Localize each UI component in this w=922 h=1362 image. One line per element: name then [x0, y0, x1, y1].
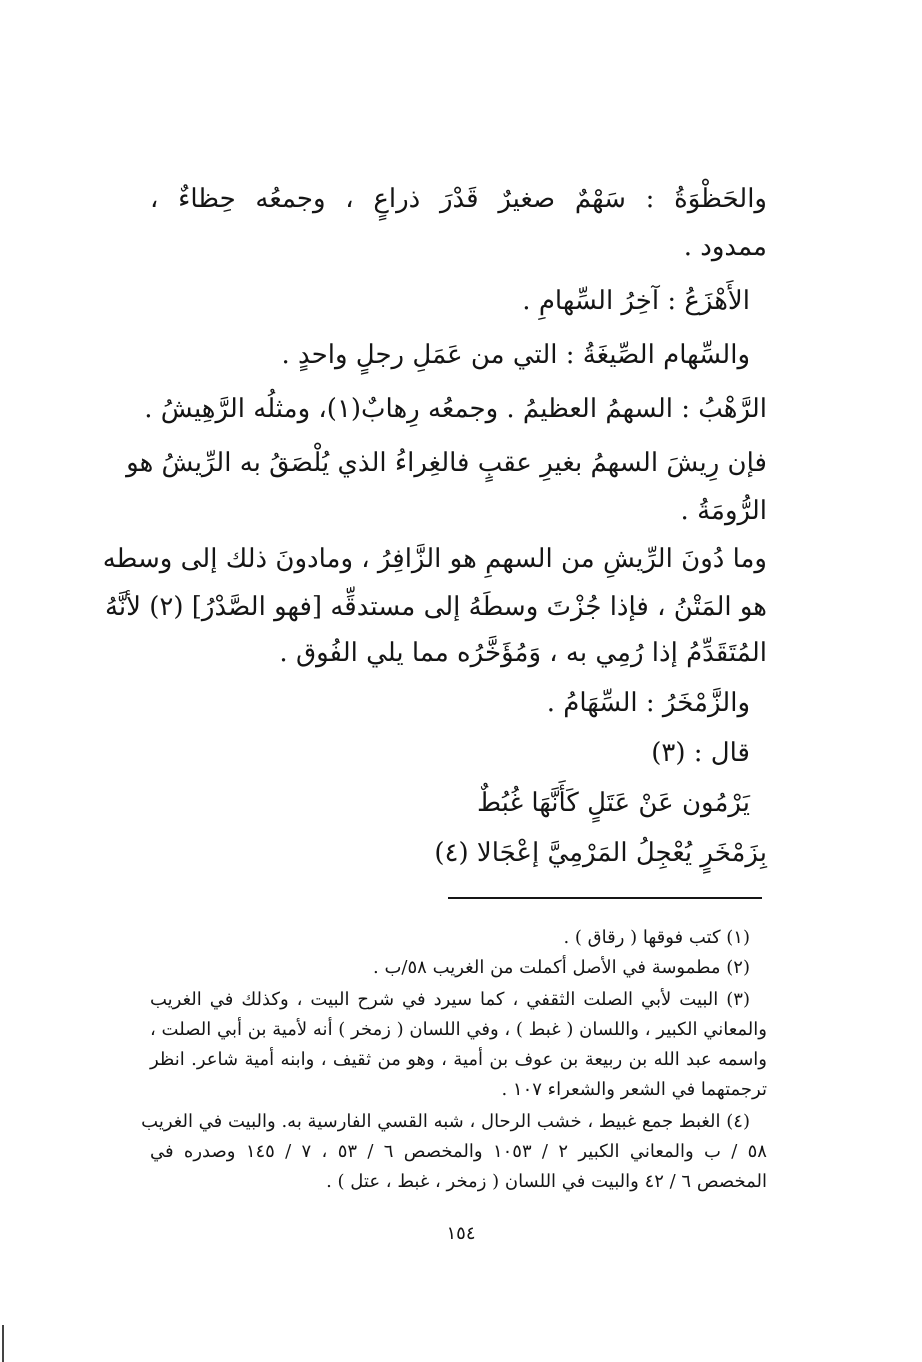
- footnote-separator: [448, 897, 762, 899]
- body-line: المُتَقَدِّمُ إذا رُمِي به ، وَمُؤَخَّرُه مما يلي الفُوق .: [279, 638, 767, 668]
- page-number: ١٥٤: [446, 1223, 476, 1244]
- scan-edge-mark: [2, 1325, 4, 1362]
- body-line: ممدود .: [683, 232, 767, 262]
- body-line: فإن رِيشَ السهمُ بغيرِ عقبٍ فالغِراءُ الذي يُلْصَقُ به الرِّيشُ هو: [126, 448, 767, 478]
- footnote-line: (٤) الغبط جمع غبيط ، خشب الرحال ، شبه القسي الفارسية به. والبيت في الغريب: [141, 1111, 750, 1132]
- footnote-line: واسمه عبد الله بن ربيعة بن عوف بن أمية ، وهو من ثقيف ، وابنه أمية شاعر. انظر: [150, 1049, 767, 1070]
- verse-line: يَرْمُون عَنْ عَتَلٍ كَأَنَّهَا غُبُطٌ: [476, 788, 750, 818]
- footnote-line: والمعاني الكبير ، واللسان ( غبط ) ، وفي اللسان ( زمخر ) أنه لأمية بن أبي الصلت ،: [150, 1019, 767, 1040]
- footnote-line: المخصص ٦ / ٤٢ والبيت في اللسان ( زمخر ، غبط ، عتل ) .: [326, 1171, 767, 1192]
- body-line: الأَهْزَعُ : آخِرُ السِّهامِ .: [522, 286, 750, 316]
- footnote-line: (١) كتب فوقها ( رقاق ) .: [563, 927, 750, 948]
- body-line: والزَّمْخَرُ : السِّهَامُ .: [546, 688, 750, 718]
- body-line: والسِّهام الصِّيغَةُ : التي من عَمَلِ رجلٍ واحدٍ .: [281, 340, 750, 370]
- verse-line: بِزَمْخَرٍ يُعْجِلُ المَرْمِيَّ إعْجَالا (٤): [434, 838, 767, 868]
- footnote-line: ترجمتهما في الشعر والشعراء ١٠٧ .: [501, 1079, 767, 1100]
- footnote-line: ٥٨ / ب والمعاني الكبير ٢ / ١٠٥٣ والمخصص ٦ / ٥٣ ، ٧ / ١٤٥ وصدره في: [150, 1141, 767, 1162]
- body-line: الرُّومَةُ .: [680, 496, 767, 526]
- body-line: قال : (٣): [651, 738, 750, 768]
- body-line: هو المَتْنُ ، فإذا جُزْتَ وسطَهُ إلى مستدقِّه [فهو الصَّدْرُ] (٢) لأنَّهُ: [104, 592, 767, 622]
- footnote-line: (٣) البيت لأبي الصلت الثقفي ، كما سيرد في شرح البيت ، وكذلك في الغريب: [150, 989, 750, 1010]
- body-line: وما دُونَ الرِّيشِ من السهمِ هو الزَّافِرُ ، ومادونَ ذلك إلى وسطه: [102, 544, 767, 574]
- body-line: والحَظْوَةُ : سَهْمٌ صغيرٌ قَدْرَ ذراعٍ ، وجمعُه حِظاءٌ ،: [150, 184, 767, 214]
- footnote-line: (٢) مطموسة في الأصل أكملت من الغريب ٥٨/ب .: [373, 957, 750, 978]
- body-line: الرَّهْبُ : السهمُ العظيمُ . وجمعُه رِهابٌ(١)، ومثلُه الرَّهِيشُ .: [144, 394, 767, 424]
